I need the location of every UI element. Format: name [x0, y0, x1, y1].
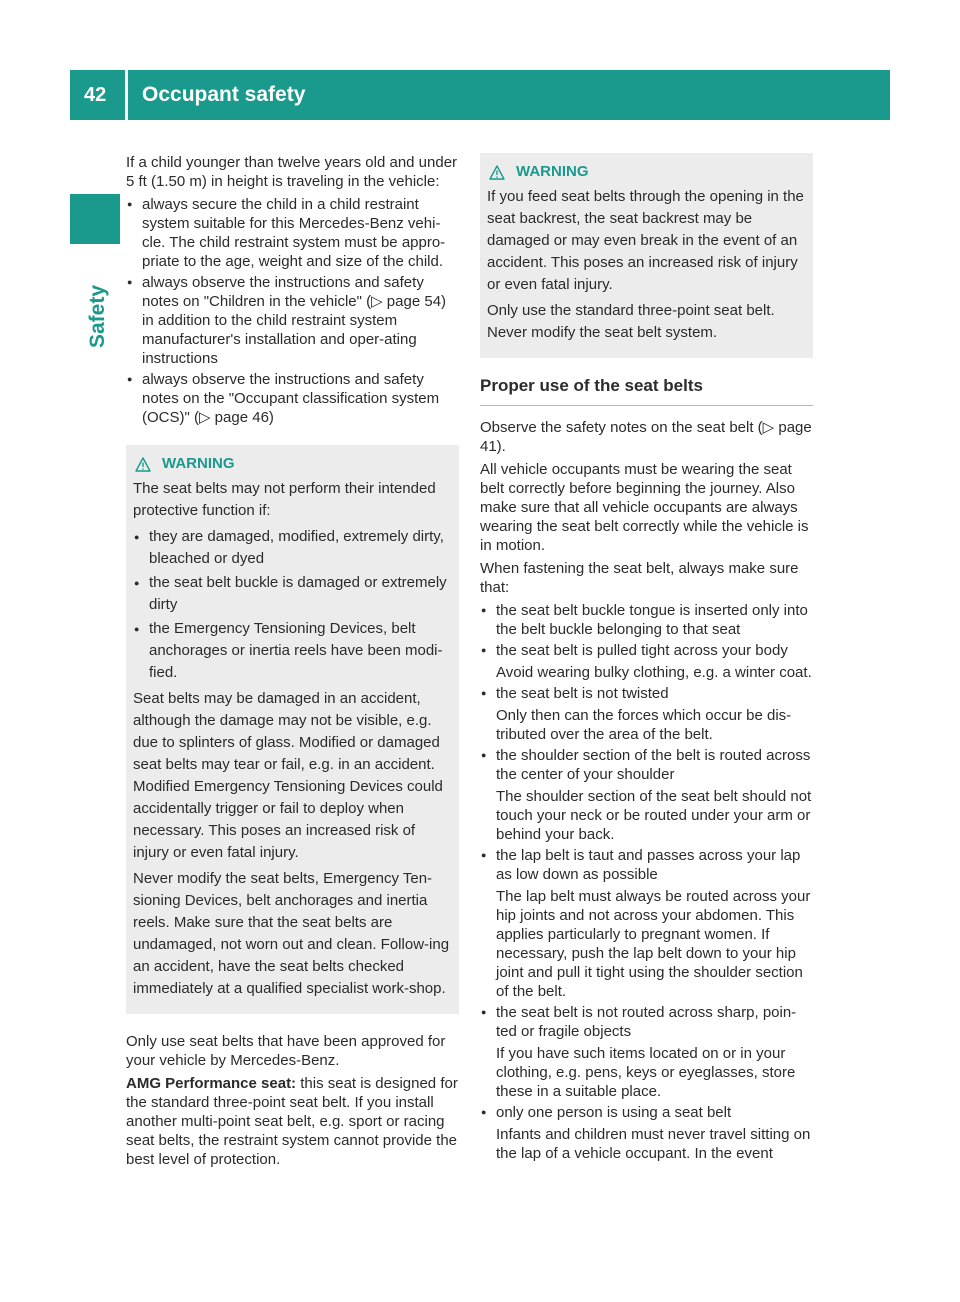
list-item: [480, 684, 813, 744]
list-item-main: ● the lap belt is taut and passes across your lap as low down as possible: [496, 847, 801, 883]
child-intro: If a child younger than twelve years old and under 5 ft (1.50 m) in height is traveling in the vehicle:: [126, 154, 458, 190]
list-item: ● the seat belt buckle is damaged or extremely dirty: [133, 572, 452, 616]
warning-intro: The seat belts may not perform their intended protective function if:: [133, 480, 436, 519]
list-item-sub: Only then can the forces which occur be dis-tributed over the area of the belt.: [496, 707, 792, 743]
approved-belts-text: Only use seat belts that have been approved for your vehicle by Mercedes-Benz.: [126, 1033, 446, 1069]
page-number: 42: [84, 84, 107, 106]
list-item: ● the Emergency Tensioning Devices, belt anchorages or inertia reels have been modi-fied.: [133, 618, 452, 684]
list-item-sub: If you have such items located on or in your clothing, e.g. pens, keys or eyeglasses, store these in a suitable place.: [496, 1045, 796, 1100]
list-item-sub: Avoid wearing bulky clothing, e.g. a winter coat.: [496, 664, 812, 681]
list-item: [480, 601, 813, 639]
section-heading: Proper use of the seat belts: [480, 376, 813, 406]
warning-title: WARNING: [162, 455, 235, 472]
warning-header: [133, 453, 452, 475]
child-bullet-list: [126, 195, 459, 427]
list-item-sub: The shoulder section of the seat belt should not touch your neck or be routed under your arm or behind your back.: [496, 788, 812, 843]
list-item-main: ● only one person is using a seat belt: [496, 1104, 732, 1121]
list-item-main: ● the seat belt is not twisted: [496, 685, 669, 702]
list-item-sub: The lap belt must always be routed across your hip joints and not across your abdomen. This applies particularly to pregnant women. If necessary, push the lap belt down to your hip joint and pull it tight using the shoulder section of the belt.: [496, 888, 811, 1000]
warning-paragraph: Never modify the seat belts, Emergency Ten-sioning Devices, belt anchorages and inertia reels. Make sure that the seat belts are undamaged, not worn out and clean. Follow-ing an accident, have the seat belts checked immediately at a qualified specialist work-shop.: [133, 870, 450, 997]
section-label: Safety: [86, 284, 109, 348]
list-item: [480, 641, 813, 682]
warning-title: WARNING: [516, 163, 589, 180]
list-item: ● they are damaged, modified, extremely dirty, bleached or dyed: [133, 526, 452, 570]
list-item-main: ● the seat belt buckle tongue is inserted only into the belt buckle belonging to that seat: [496, 602, 808, 638]
warning-triangle-icon: [135, 457, 151, 472]
list-item: ● always secure the child in a child restraint system suitable for this Mercedes-Benz vehi-cle. The child restraint system must be appro-priate to the age, weight and size of the child.: [126, 195, 459, 271]
list-item: ● always observe the instructions and safety notes on "Children in the vehicle" (▷ page 54) in addition to the child restraint system manufacturer's installation and oper-ating instructions: [126, 273, 459, 368]
fastening-intro: When fastening the seat belt, always make sure that:: [480, 560, 799, 596]
warning-bullet-list: [133, 526, 452, 684]
warning-paragraph: If you feed seat belts through the opening in the seat backrest, the seat backrest may be damaged or may even break in the event of an accident. This poses an increased risk of injury or even fatal injury.: [487, 188, 804, 293]
warning-header: [487, 161, 806, 183]
amg-lead: AMG Performance seat:: [126, 1075, 297, 1092]
fastening-bullet-list: [480, 601, 813, 1163]
warning-paragraph: Only use the standard three-point seat belt. Never modify the seat belt system.: [487, 302, 775, 341]
chapter-title: Occupant safety: [142, 83, 306, 106]
amg-paragraph: [126, 1074, 459, 1169]
list-item: [480, 1003, 813, 1101]
amg-text: this seat is designed for the standard three-point seat belt. If you install another multi-point seat belt, e.g. sport or racing seat belts, the restraint system cannot provide the best level of protection.: [126, 1075, 458, 1168]
list-item: [480, 846, 813, 1001]
observe-text: Observe the safety notes on the seat belt (▷ page 41).: [480, 419, 812, 455]
warning-paragraph: Seat belts may be damaged in an accident, although the damage may not be visible, e.g. due to splinters of glass. Modified or damaged seat belts may tear or fail, e.g. in an accident. Modified Emergency Tensioning Devices could accidentally trigger or fail to deploy when necessary. This poses an increased risk of injury or even fatal injury.: [133, 690, 443, 861]
right-column: [480, 153, 813, 1167]
section-marker: [70, 194, 120, 244]
all-occupants-text: All vehicle occupants must be wearing the seat belt correctly before beginning the journey. Also make sure that all vehicle occupants are always wearing the seat belt correctly while the vehicle is in motion.: [480, 461, 809, 554]
list-item: [480, 746, 813, 844]
list-item: [480, 1103, 813, 1163]
header-divider: [125, 70, 128, 120]
list-item-main: ● the seat belt is pulled tight across your body: [496, 642, 788, 659]
warning-triangle-icon: [489, 165, 505, 180]
warning-box: [126, 445, 459, 1014]
list-item: ● always observe the instructions and safety notes on the "Occupant classification system (OCS)" (▷ page 46): [126, 370, 459, 427]
list-item-sub: Infants and children must never travel sitting on the lap of a vehicle occupant. In the event: [496, 1126, 811, 1162]
list-item-main: ● the shoulder section of the belt is routed across the center of your shoulder: [496, 747, 811, 783]
left-column: [126, 153, 459, 1173]
header-bar: [70, 70, 890, 120]
list-item-main: ● the seat belt is not routed across sharp, poin-ted or fragile objects: [496, 1004, 797, 1040]
warning-box: [480, 153, 813, 358]
